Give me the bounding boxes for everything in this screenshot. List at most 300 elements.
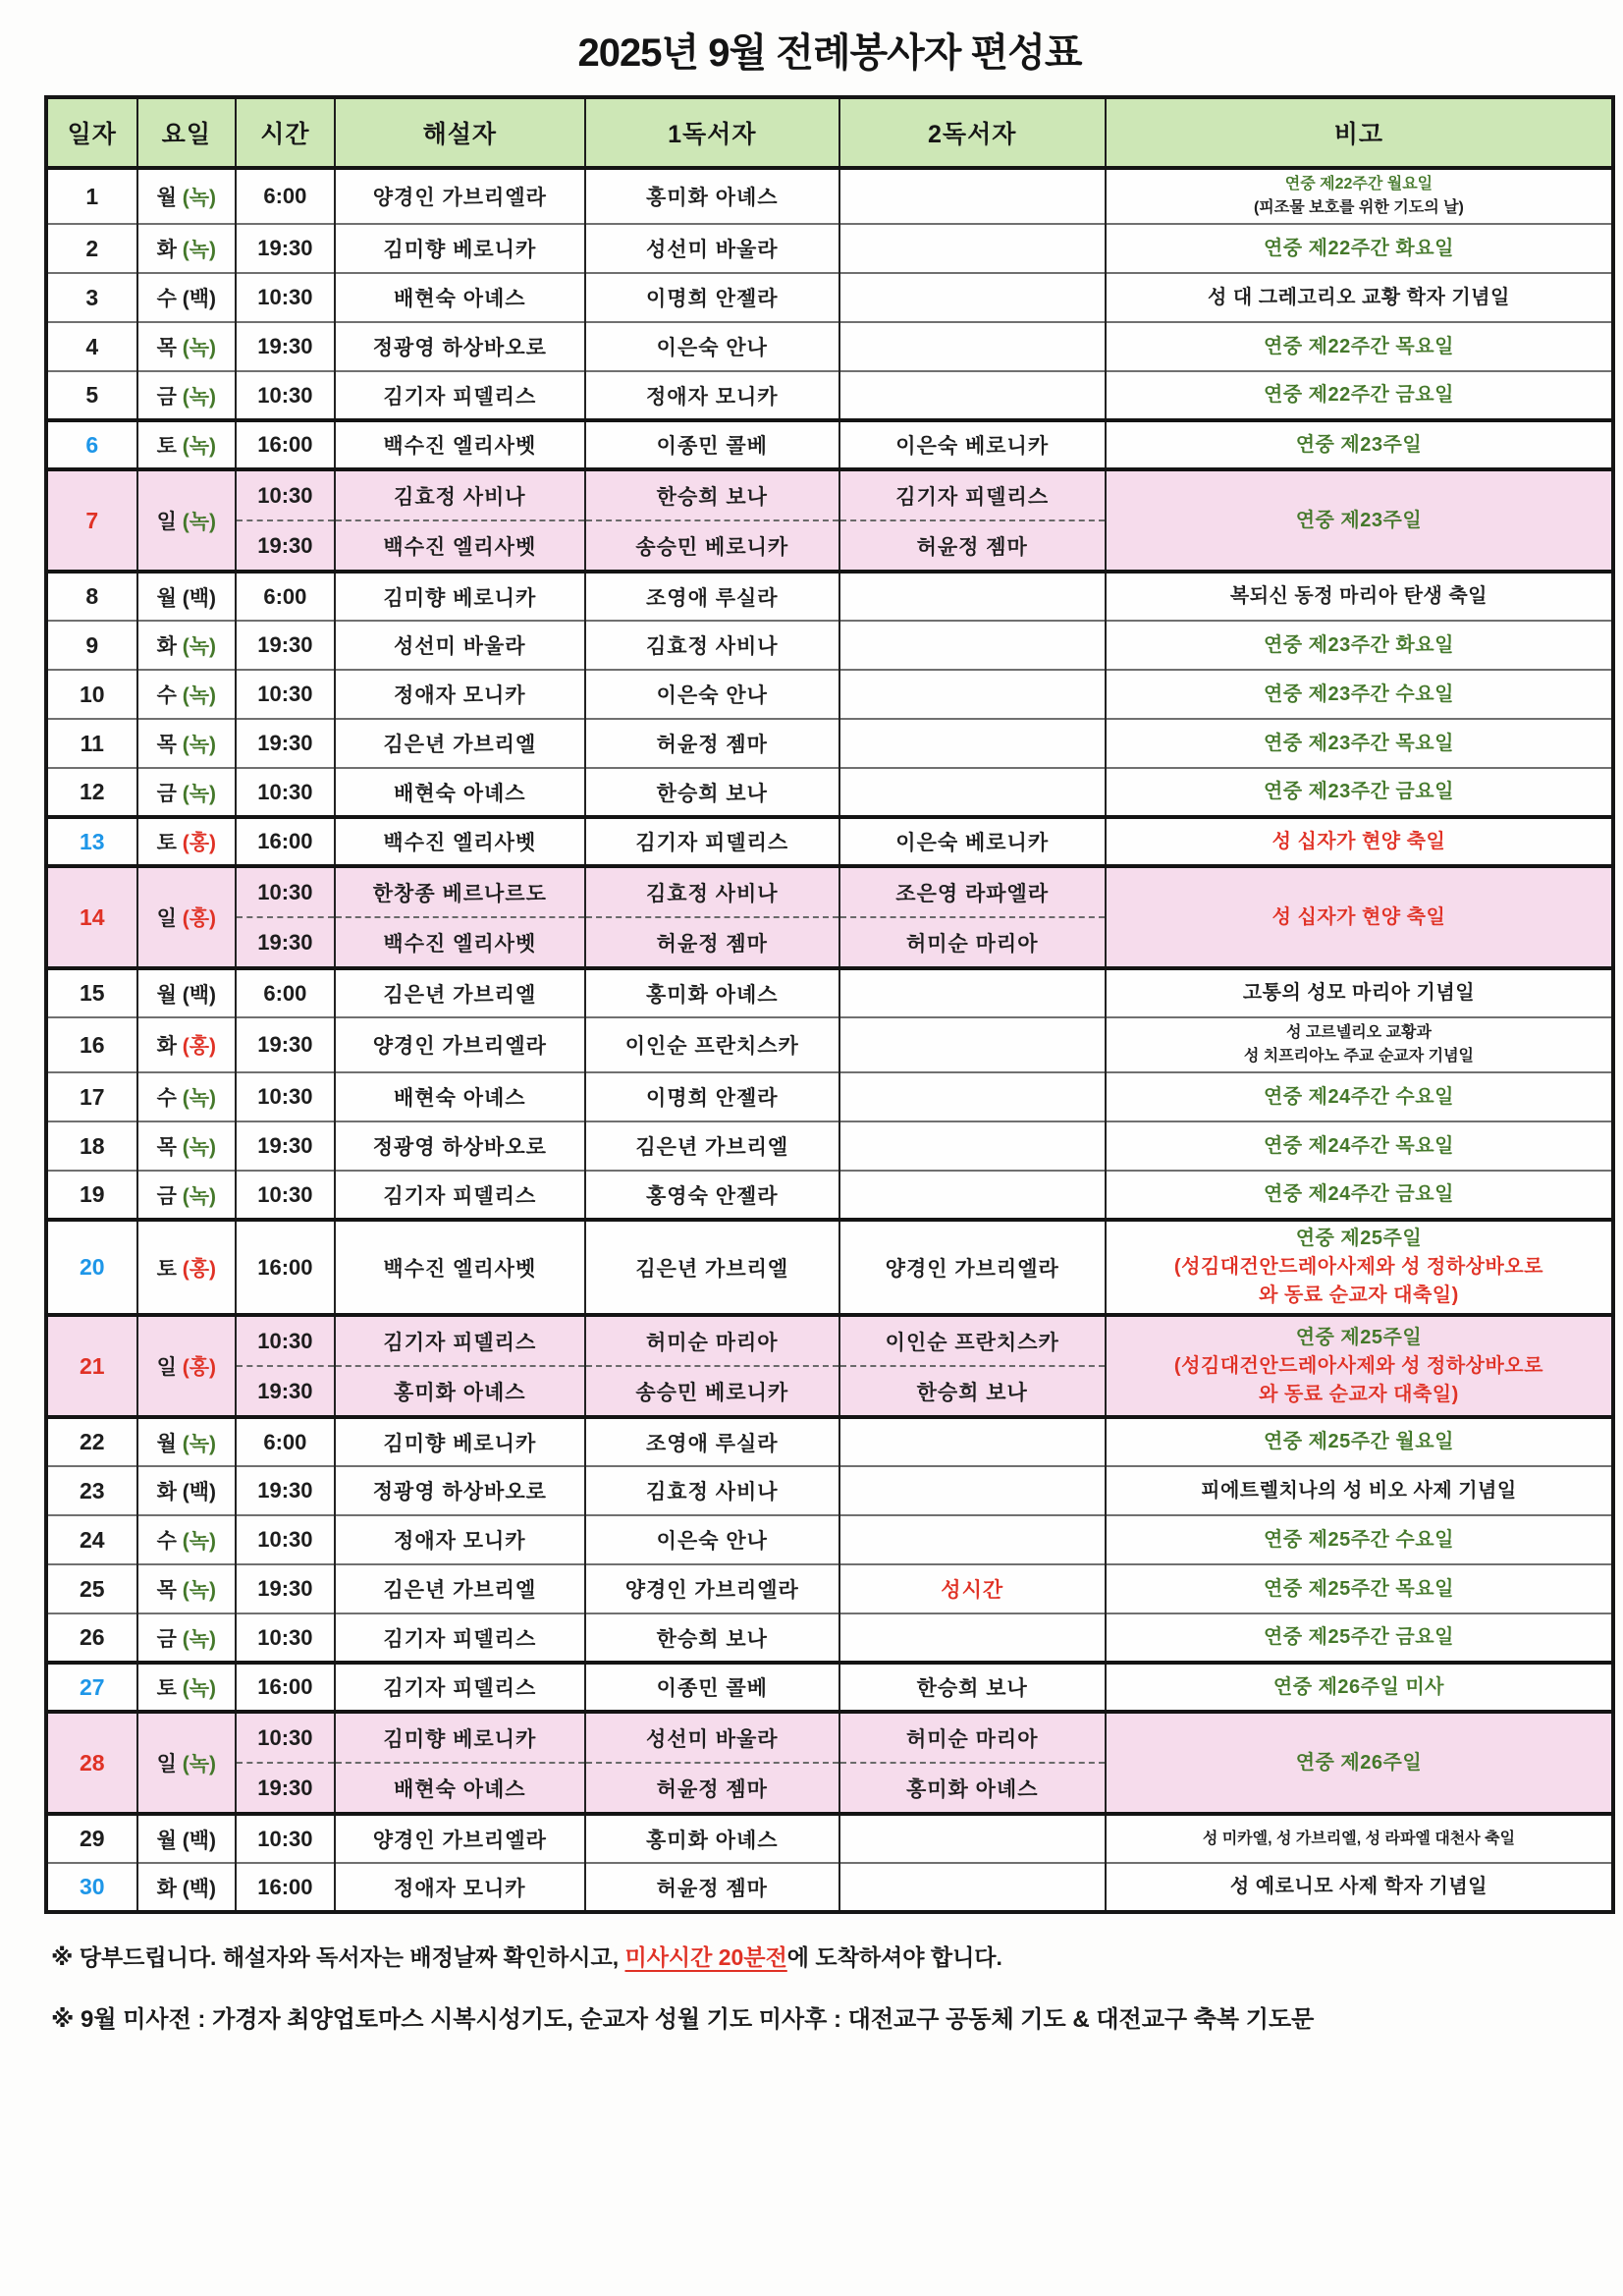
weekday-cell: [137, 469, 237, 572]
date-cell: 9: [46, 621, 137, 670]
note-cell: [1106, 572, 1613, 621]
date-cell: 11: [46, 719, 137, 768]
reader2-cell: [839, 670, 1106, 719]
weekday-cell: [137, 1613, 237, 1663]
table-row: [46, 1466, 1613, 1515]
reader2-cell: [839, 168, 1106, 224]
reader1-cell: 성선미 바울라: [585, 224, 839, 273]
vestment-color-label: (녹): [176, 385, 217, 409]
table-row: [46, 621, 1613, 670]
note-line: 성 십자가 현양 축일: [1271, 905, 1446, 928]
reader2-cell: [839, 1863, 1106, 1912]
weekday-label: 수: [156, 1087, 177, 1110]
time-cell: 10:30: [236, 1814, 335, 1863]
vestment-color-label: (백): [176, 586, 217, 610]
reader1-cell: 성선미 바울라: [585, 1712, 839, 1763]
note-line: 피에트렐치나의 성 비오 사제 기념일: [1201, 1479, 1517, 1502]
reader2-cell: [839, 572, 1106, 621]
vestment-color-label: (녹): [176, 1530, 217, 1553]
commentator-cell: 김은년 가브리엘: [335, 1564, 585, 1613]
vestment-color-label: (녹): [176, 1677, 217, 1700]
note-line: (피조물 보호를 위한 기도의 날): [1253, 199, 1464, 216]
reader1-cell: 이인순 프란치스카: [585, 1017, 839, 1072]
date-cell: 21: [46, 1315, 137, 1417]
note-line: 연중 제23주간 목요일: [1263, 732, 1454, 754]
note-line: 고통의 성모 마리아 기념일: [1242, 982, 1476, 1004]
weekday-cell: [137, 1220, 237, 1315]
date-cell: 5: [46, 371, 137, 420]
note-cell: [1106, 1121, 1613, 1171]
weekday-label: 일: [156, 907, 177, 930]
reader1-cell: 이명희 안젤라: [585, 1072, 839, 1121]
reader2-cell: [839, 1613, 1106, 1663]
weekday-label: 월: [156, 187, 177, 209]
vestment-color-label: (홍): [176, 1356, 217, 1379]
time-cell: 16:00: [236, 1663, 335, 1712]
reader1-cell: 김기자 피델리스: [585, 817, 839, 866]
vestment-color-label: (녹): [176, 239, 217, 261]
note-cell: [1106, 1072, 1613, 1121]
note-line: 연중 제25주간 월요일: [1263, 1431, 1454, 1452]
note-line: 연중 제22주간 금요일: [1263, 384, 1454, 406]
vestment-color-label: (홍): [176, 907, 217, 930]
reader1-cell: 김은년 가브리엘: [585, 1220, 839, 1315]
note-cell: [1106, 420, 1613, 469]
note-cell: [1106, 273, 1613, 322]
commentator-cell: 김미향 베로니카: [335, 1417, 585, 1466]
commentator-cell: 배현숙 아녜스: [335, 1072, 585, 1121]
weekday-label: 목: [156, 337, 177, 359]
weekday-cell: [137, 1072, 237, 1121]
weekday-label: 월: [156, 983, 177, 1007]
time-cell: 10:30: [236, 371, 335, 420]
date-cell: 22: [46, 1417, 137, 1466]
reader2-cell: [839, 1515, 1106, 1564]
vestment-color-label: (녹): [176, 337, 217, 359]
note-line: 연중 제23주간 금요일: [1263, 781, 1454, 802]
commentator-cell: 백수진 엘리사벳: [335, 817, 585, 866]
commentator-cell: 김미향 베로니카: [335, 572, 585, 621]
time-cell: 10:30: [236, 1171, 335, 1220]
time-cell: 19:30: [236, 1121, 335, 1171]
date-cell: 30: [46, 1863, 137, 1912]
reader2-cell: 홍미화 아녜스: [839, 1763, 1106, 1814]
vestment-color-label: (녹): [176, 1087, 217, 1110]
reader2-cell: [839, 224, 1106, 273]
commentator-cell: 정광영 하상바오로: [335, 1121, 585, 1171]
weekday-label: 금: [156, 782, 177, 805]
note-cell: [1106, 1663, 1613, 1712]
note-cell: [1106, 1466, 1613, 1515]
time-cell: 10:30: [236, 1072, 335, 1121]
reader1-cell: 조영애 루실라: [585, 572, 839, 621]
table-row: [46, 1072, 1613, 1121]
page-title: 2025년 9월 전례봉사자 편성표: [577, 31, 1082, 75]
note-cell: [1106, 817, 1613, 866]
note-line: 성 십자가 현양 축일: [1271, 830, 1446, 852]
note-line: 연중 제24주간 수요일: [1263, 1085, 1454, 1108]
vestment-color-label: (백): [176, 1829, 217, 1852]
note-cell: [1106, 1417, 1613, 1466]
reader1-cell: 김효정 사비나: [585, 621, 839, 670]
col-header-date: 일자: [46, 97, 137, 168]
table-row: [46, 1171, 1613, 1220]
commentator-cell: 양경인 가브리엘라: [335, 1814, 585, 1863]
weekday-label: 금: [156, 385, 177, 409]
vestment-color-label: (녹): [176, 1432, 217, 1455]
note-cell: [1106, 768, 1613, 817]
table-row: [46, 1863, 1613, 1912]
table-row: [46, 322, 1613, 371]
note-cell: [1106, 968, 1613, 1017]
reader2-cell: 양경인 가브리엘라: [839, 1220, 1106, 1315]
vestment-color-label: (녹): [176, 1184, 217, 1208]
reader2-cell: [839, 719, 1106, 768]
note-line: 성 고르넬리오 교황과: [1285, 1024, 1432, 1041]
vestment-color-label: (녹): [176, 1753, 217, 1776]
note-line: 연중 제23주일: [1295, 433, 1423, 456]
weekday-label: 금: [156, 1184, 177, 1208]
col-header-weekday: 요일: [137, 97, 237, 168]
reader1-cell: 조영애 루실라: [585, 1417, 839, 1466]
time-cell: 10:30: [236, 273, 335, 322]
commentator-cell: 김미향 베로니카: [335, 1712, 585, 1763]
weekday-label: 토: [156, 832, 177, 854]
reader2-cell: 이은숙 베로니카: [839, 817, 1106, 866]
time-cell: 19:30: [236, 520, 335, 572]
note-cell: [1106, 670, 1613, 719]
table-row: [46, 1814, 1613, 1863]
date-cell: 12: [46, 768, 137, 817]
footnote-prayers: ※ 9월 미사전 : 가경자 최양업토마스 시복시성기도, 순교자 성월 기도 미사후 : 대전교구 공동체 기도 & 대전교구 축복 기도문: [51, 2006, 1315, 2033]
note-cell: [1106, 371, 1613, 420]
commentator-cell: 김기자 피델리스: [335, 1171, 585, 1220]
reader2-cell: [839, 1814, 1106, 1863]
reader2-cell: [839, 273, 1106, 322]
vestment-color-label: (백): [176, 1877, 217, 1900]
weekday-label: 목: [156, 734, 177, 756]
table-row: [46, 817, 1613, 866]
commentator-cell: 백수진 엘리사벳: [335, 917, 585, 968]
reader1-cell: 한승희 보나: [585, 768, 839, 817]
date-cell: 2: [46, 224, 137, 273]
arrival-time-highlight: 미사시간 20분전: [624, 1944, 787, 1970]
commentator-cell: 김효정 사비나: [335, 469, 585, 520]
vestment-color-label: (녹): [176, 1627, 217, 1651]
header-row: [46, 97, 1613, 168]
note-cell: [1106, 719, 1613, 768]
reader1-cell: 허윤정 젬마: [585, 1763, 839, 1814]
date-cell: 23: [46, 1466, 137, 1515]
date-cell: 13: [46, 817, 137, 866]
time-cell: 6:00: [236, 168, 335, 224]
commentator-cell: 김기자 피델리스: [335, 1663, 585, 1712]
commentator-cell: 백수진 엘리사벳: [335, 520, 585, 572]
vestment-color-label: (홍): [176, 1035, 217, 1058]
weekday-label: 화: [156, 635, 177, 658]
reader2-cell: [839, 621, 1106, 670]
note-line: 와 동료 순교자 대축일): [1259, 1383, 1459, 1405]
weekday-label: 목: [156, 1136, 177, 1159]
note-line: 연중 제25주일: [1295, 1228, 1423, 1249]
reader2-cell: 이인순 프란치스카: [839, 1315, 1106, 1366]
time-cell: 6:00: [236, 572, 335, 621]
weekday-cell: [137, 168, 237, 224]
commentator-cell: 김미향 베로니카: [335, 224, 585, 273]
weekday-cell: [137, 1171, 237, 1220]
reader2-cell: [839, 968, 1106, 1017]
vestment-color-label: (백): [176, 1481, 217, 1503]
time-cell: 19:30: [236, 1017, 335, 1072]
weekday-cell: [137, 817, 237, 866]
weekday-cell: [137, 1515, 237, 1564]
time-cell: 10:30: [236, 1712, 335, 1763]
note-cell: [1106, 1613, 1613, 1663]
date-cell: 25: [46, 1564, 137, 1613]
reader1-cell: 허윤정 젬마: [585, 1863, 839, 1912]
note-cell: [1106, 1564, 1613, 1613]
weekday-cell: [137, 621, 237, 670]
table-row: [46, 420, 1613, 469]
time-cell: 19:30: [236, 322, 335, 371]
reader1-cell: 송승민 베로니카: [585, 1366, 839, 1417]
weekday-label: 일: [156, 1753, 177, 1776]
time-cell: 16:00: [236, 420, 335, 469]
note-cell: [1106, 322, 1613, 371]
date-cell: 8: [46, 572, 137, 621]
commentator-cell: 정애자 모니카: [335, 1515, 585, 1564]
table-header: [46, 97, 1613, 168]
table-row: [46, 273, 1613, 322]
weekday-label: 화: [156, 239, 177, 261]
table-row: [46, 1663, 1613, 1712]
commentator-cell: 홍미화 아녜스: [335, 1366, 585, 1417]
reader1-cell: 이명희 안젤라: [585, 273, 839, 322]
note-line: 성 미카엘, 성 가브리엘, 성 라파엘 대천사 축일: [1202, 1830, 1516, 1847]
weekday-cell: [137, 1564, 237, 1613]
table-row: [46, 866, 1613, 917]
reader1-cell: 홍영숙 안젤라: [585, 1171, 839, 1220]
note-line: 연중 제22주간 목요일: [1263, 335, 1454, 357]
commentator-cell: 김기자 피델리스: [335, 1613, 585, 1663]
time-cell: 16:00: [236, 817, 335, 866]
reader1-cell: 김효정 사비나: [585, 1466, 839, 1515]
time-cell: 10:30: [236, 1315, 335, 1366]
weekday-cell: [137, 1315, 237, 1417]
note-line: 연중 제25주간 금요일: [1263, 1626, 1454, 1648]
date-cell: 20: [46, 1220, 137, 1315]
date-cell: 3: [46, 273, 137, 322]
note-line: 연중 제23주간 화요일: [1263, 633, 1454, 656]
reader1-cell: 이은숙 안나: [585, 322, 839, 371]
table-row: [46, 1417, 1613, 1466]
vestment-color-label: (녹): [176, 1136, 217, 1159]
col-header-reader2: 2독서자: [839, 97, 1106, 168]
date-cell: 15: [46, 968, 137, 1017]
note-cell: [1106, 621, 1613, 670]
weekday-label: 화: [156, 1877, 177, 1900]
weekday-label: 토: [156, 435, 177, 458]
weekday-cell: [137, 1417, 237, 1466]
vestment-color-label: (홍): [176, 1257, 217, 1281]
weekday-cell: [137, 572, 237, 621]
note-cell: [1106, 1017, 1613, 1072]
note-line: 성 치프리아노 주교 순교자 기념일: [1243, 1048, 1475, 1065]
note-cell: [1106, 866, 1613, 968]
reader2-cell: 김기자 피델리스: [839, 469, 1106, 520]
weekday-cell: [137, 420, 237, 469]
table-row: [46, 469, 1613, 520]
weekday-cell: [137, 273, 237, 322]
reader2-cell: [839, 1466, 1106, 1515]
commentator-cell: 한창종 베르나르도: [335, 866, 585, 917]
weekday-cell: [137, 866, 237, 968]
table-row: [46, 1315, 1613, 1366]
note-line: 연중 제24주간 목요일: [1263, 1134, 1454, 1157]
reader2-cell: [839, 1417, 1106, 1466]
table-row: [46, 768, 1613, 817]
reader2-cell: 허윤정 젬마: [839, 520, 1106, 572]
note-line: 연중 제25주간 목요일: [1263, 1577, 1454, 1600]
note-line: 연중 제22주간 화요일: [1263, 237, 1454, 259]
reader2-cell: 허미순 마리아: [839, 917, 1106, 968]
table-row: [46, 670, 1613, 719]
commentator-cell: 김기자 피델리스: [335, 1315, 585, 1366]
reader2-cell: 허미순 마리아: [839, 1712, 1106, 1763]
commentator-cell: 배현숙 아녜스: [335, 768, 585, 817]
time-cell: 6:00: [236, 1417, 335, 1466]
commentator-cell: 김기자 피델리스: [335, 371, 585, 420]
reader2-cell: [839, 371, 1106, 420]
note-line: 연중 제26주일 미사: [1272, 1675, 1444, 1698]
col-header-time: 시간: [236, 97, 335, 168]
commentator-cell: 백수진 엘리사벳: [335, 1220, 585, 1315]
note-cell: [1106, 1863, 1613, 1912]
commentator-cell: 양경인 가브리엘라: [335, 168, 585, 224]
commentator-cell: 정애자 모니카: [335, 670, 585, 719]
schedule-body: [46, 168, 1613, 1912]
time-cell: 19:30: [236, 1366, 335, 1417]
note-cell: [1106, 168, 1613, 224]
reader1-cell: 이은숙 안나: [585, 670, 839, 719]
col-header-reader1: 1독서자: [585, 97, 839, 168]
time-cell: 6:00: [236, 968, 335, 1017]
reader1-cell: 송승민 베로니카: [585, 520, 839, 572]
date-cell: 17: [46, 1072, 137, 1121]
time-cell: 10:30: [236, 1613, 335, 1663]
time-cell: 19:30: [236, 1564, 335, 1613]
time-cell: 19:30: [236, 224, 335, 273]
weekday-cell: [137, 719, 237, 768]
reader2-cell: [839, 1017, 1106, 1072]
vestment-color-label: (백): [176, 288, 217, 310]
reader1-cell: 정애자 모니카: [585, 371, 839, 420]
time-cell: 10:30: [236, 469, 335, 520]
reader2-cell: 한승희 보나: [839, 1663, 1106, 1712]
commentator-cell: 성선미 바울라: [335, 621, 585, 670]
table-row: [46, 1515, 1613, 1564]
note-line: (성김대건안드레아사제와 성 정하상바오로: [1173, 1354, 1543, 1377]
note-line: 성 대 그레고리오 교황 학자 기념일: [1208, 286, 1510, 308]
time-cell: 16:00: [236, 1863, 335, 1912]
footnote-arrival: [51, 1940, 1623, 1972]
note-line: 성 예로니모 사제 학자 기념일: [1229, 1876, 1488, 1897]
date-cell: 6: [46, 420, 137, 469]
date-cell: 18: [46, 1121, 137, 1171]
weekday-cell: [137, 1466, 237, 1515]
time-cell: 19:30: [236, 917, 335, 968]
weekday-label: 수: [156, 288, 177, 310]
footnote-arrival-suffix: 에 도착하셔야 합니다.: [786, 1944, 1002, 1970]
commentator-cell: 김은년 가브리엘: [335, 968, 585, 1017]
reader2-cell: [839, 322, 1106, 371]
table-row: [46, 1712, 1613, 1763]
weekday-label: 토: [156, 1677, 177, 1700]
weekday-cell: [137, 768, 237, 817]
vestment-color-label: (녹): [176, 187, 217, 209]
weekday-cell: [137, 322, 237, 371]
reader1-cell: 홍미화 아녜스: [585, 168, 839, 224]
weekday-label: 화: [156, 1481, 177, 1503]
vestment-color-label: (녹): [176, 511, 217, 533]
weekday-cell: [137, 1814, 237, 1863]
footnote-arrival-prefix: ※ 당부드립니다. 해설자와 독서자는 배정날짜 확인하시고,: [51, 1944, 625, 1970]
table-row: [46, 1017, 1613, 1072]
note-cell: [1106, 1515, 1613, 1564]
table-row: [46, 224, 1613, 273]
note-cell: [1106, 224, 1613, 273]
reader1-cell: 이은숙 안나: [585, 1515, 839, 1564]
weekday-label: 화: [156, 1035, 177, 1058]
vestment-color-label: (녹): [176, 734, 217, 756]
reader1-cell: 김은년 가브리엘: [585, 1121, 839, 1171]
reader1-cell: 홍미화 아녜스: [585, 1814, 839, 1863]
reader1-cell: 허미순 마리아: [585, 1315, 839, 1366]
reader1-cell: 한승희 보나: [585, 469, 839, 520]
weekday-cell: [137, 1863, 237, 1912]
date-cell: 16: [46, 1017, 137, 1072]
time-cell: 19:30: [236, 621, 335, 670]
commentator-cell: 배현숙 아녜스: [335, 1763, 585, 1814]
note-line: 와 동료 순교자 대축일): [1259, 1285, 1459, 1306]
vestment-color-label: (백): [176, 983, 217, 1007]
table-row: [46, 572, 1613, 621]
note-line: 연중 제25주간 수요일: [1263, 1528, 1454, 1551]
reader1-cell: 김효정 사비나: [585, 866, 839, 917]
time-cell: 10:30: [236, 1515, 335, 1564]
time-cell: 10:30: [236, 670, 335, 719]
time-cell: 19:30: [236, 1763, 335, 1814]
reader1-cell: 한승희 보나: [585, 1613, 839, 1663]
note-line: 연중 제26주일: [1295, 1751, 1423, 1774]
weekday-label: 금: [156, 1627, 177, 1651]
table-row: [46, 719, 1613, 768]
weekday-cell: [137, 1121, 237, 1171]
date-cell: 19: [46, 1171, 137, 1220]
commentator-cell: 김은년 가브리엘: [335, 719, 585, 768]
date-cell: 27: [46, 1663, 137, 1712]
date-cell: 10: [46, 670, 137, 719]
reader1-cell: 양경인 가브리엘라: [585, 1564, 839, 1613]
note-line: (성김대건안드레아사제와 성 정하상바오로: [1173, 1256, 1543, 1278]
col-header-remarks: 비고: [1106, 97, 1613, 168]
date-cell: 1: [46, 168, 137, 224]
weekday-label: 수: [156, 684, 177, 707]
table-row: [46, 968, 1613, 1017]
note-line: 연중 제23주일: [1295, 509, 1423, 531]
vestment-color-label: (녹): [176, 684, 217, 707]
table-row: [46, 1220, 1613, 1315]
